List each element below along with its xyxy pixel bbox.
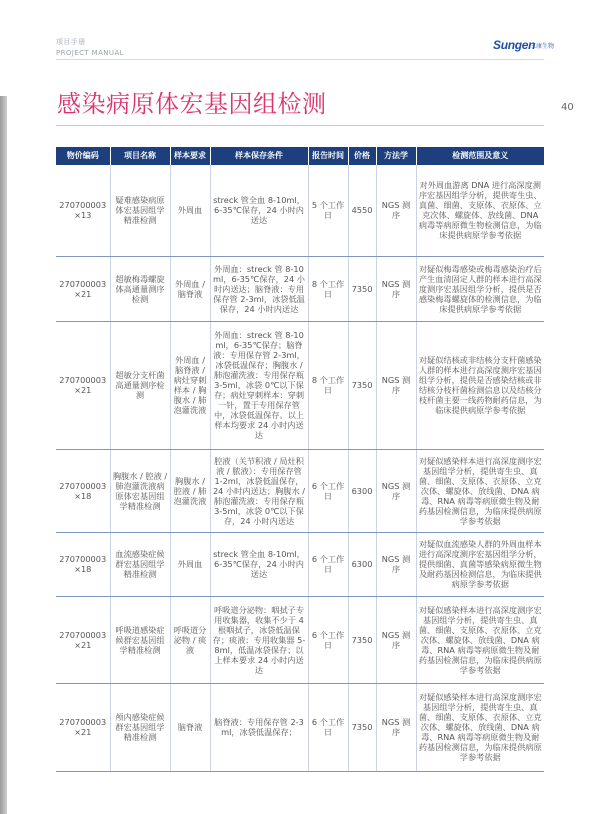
test-catalog-table bbox=[56, 147, 544, 772]
table-row bbox=[56, 596, 544, 683]
col-header-report-time: 报告时间 bbox=[308, 147, 348, 165]
cell-code: 270700003 ×18 bbox=[56, 532, 110, 596]
cell-scope: 对疑似梅毒感染或梅毒感染治疗后产生血清固定人群的样本进行高深度测序宏基因组学分析，提供是否感染梅毒螺旋体的检测信息，为临床提供病原学参考依据 bbox=[416, 256, 544, 321]
col-header-method: 方法学 bbox=[376, 147, 416, 165]
cell-code: 270700003 ×18 bbox=[56, 449, 110, 532]
running-header bbox=[56, 37, 124, 59]
cell-storage: 外周血：streck 管 8-10ml，6-35℃保存，24 小时内送达；脑脊液：专用保存管 2-3ml，冰袋低温保存，24 小时内送达 bbox=[210, 256, 308, 321]
cell-price: 7350 bbox=[348, 256, 376, 321]
cell-price: 4550 bbox=[348, 165, 376, 256]
cell-storage: 外周血：streck 管 8-10ml，6-35℃保存；脑脊液：专用保存管 2-3ml，冰袋低温保存；胸腹水 / 肺泡灌洗液：专用保存瓶 3-5ml，冰袋 0℃以下保存；病灶穿刺样本：穿刺一针，置于专用保存管中，冰袋低温保存。以上样本均要求 24 小时内送达 bbox=[210, 321, 308, 449]
cell-code: 270700003 ×21 bbox=[56, 256, 110, 321]
cell-method: NGS 测序 bbox=[376, 321, 416, 449]
cell-storage: 呼吸道分泌物：咽拭子专用收集器，收集不少于 4 根咽拭子，冰袋低温保存；痰液：专用收集器 5-8ml，低温冰袋保存；以上样本要求 24 小时内送达 bbox=[210, 596, 308, 683]
cell-sample: 外周血 / 脑脊液 bbox=[170, 256, 210, 321]
table-row bbox=[56, 256, 544, 321]
page-title: 感染病原体宏基因组检测 bbox=[57, 90, 327, 118]
cell-scope: 对疑似感染样本进行高深度测序宏基因组学分析，提供寄生虫、真菌、细菌、支原体、衣原体、立克次体、螺旋体、放线菌、DNA 病毒、RNA 病毒等病原微生物及耐药基因检测信息，为临床提供病原学参考依据 bbox=[416, 449, 544, 532]
cell-name: 超敏分支杆菌高通量测序检测 bbox=[110, 321, 170, 449]
cell-method: NGS 测序 bbox=[376, 165, 416, 256]
cell-code: 270700003 ×13 bbox=[56, 165, 110, 256]
cell-name: 呼吸道感染症候群宏基因组学精准检测 bbox=[110, 596, 170, 683]
table-header-row bbox=[56, 147, 544, 165]
col-header-code: 物价编码 bbox=[56, 147, 110, 165]
cell-report-time: 8 个工作日 bbox=[308, 256, 348, 321]
cell-storage: streck 管全血 8-10ml，6-35℃保存，24 小时内送达 bbox=[210, 532, 308, 596]
page-number: 40 bbox=[561, 102, 574, 113]
cell-price: 6300 bbox=[348, 449, 376, 532]
cell-name: 颅内感染症候群宏基因组学精准检测 bbox=[110, 683, 170, 771]
cell-method: NGS 测序 bbox=[376, 256, 416, 321]
logo-cn-text: 三康生物 bbox=[530, 43, 555, 50]
cell-report-time: 6 个工作日 bbox=[308, 449, 348, 532]
cell-method: NGS 测序 bbox=[376, 596, 416, 683]
cell-name: 血流感染症候群宏基因组学精准检测 bbox=[110, 532, 170, 596]
col-header-name: 项目名称 bbox=[110, 147, 170, 165]
col-header-sample: 样本要求 bbox=[170, 147, 210, 165]
cell-report-time: 8 个工作日 bbox=[308, 321, 348, 449]
cell-scope: 对疑似感染样本进行高深度测序宏基因组学分析，提供寄生虫、真菌、细菌、支原体、衣原体、立克次体、螺旋体、放线菌、DNA 病毒、RNA 病毒等病原微生物及耐药基因检测信息，为临床提供病原学参考依据 bbox=[416, 683, 544, 771]
cell-storage: 腔液（关节积液 / 局灶积液 / 脓液）：专用保存管 1-2ml，冰袋低温保存，24 小时内送达；胸腹水 / 肺泡灌洗液：专用保存瓶 3-5ml，冰袋 0℃以下保存，24 小时内送达 bbox=[210, 449, 308, 532]
cell-code: 270700003 ×21 bbox=[56, 683, 110, 771]
cell-method: NGS 测序 bbox=[376, 683, 416, 771]
cell-scope: 对疑似血流感染人群的外周血样本进行高深度测序宏基因组学分析，提供细菌、真菌等感染病原微生物及耐药基因检测信息，为临床提供病原学参考依据 bbox=[416, 532, 544, 596]
cell-price: 7350 bbox=[348, 596, 376, 683]
cell-sample: 脑脊液 bbox=[170, 683, 210, 771]
col-header-scope: 检测范围及意义 bbox=[416, 147, 544, 165]
header-divider bbox=[56, 59, 544, 60]
cell-scope: 对疑似感染样本进行高深度测序宏基因组学分析，提供寄生虫、真菌、细菌、支原体、衣原体、立克次体、螺旋体、放线菌、DNA 病毒、RNA 病毒等病原微生物及耐药基因检测信息，为临床提供病原学参考依据 bbox=[416, 596, 544, 683]
cell-method: NGS 测序 bbox=[376, 449, 416, 532]
cell-scope: 对外周血游离 DNA 进行高深度测序宏基因组学分析，提供寄生虫、真菌、细菌、支原体、衣原体、立克次体、螺旋体、放线菌、DNA 病毒等病原微生物检测信息，为临床提供病原学参考依据 bbox=[416, 165, 544, 256]
logo-wordmark: Sungen bbox=[493, 38, 536, 52]
cell-report-time: 6 个工作日 bbox=[308, 683, 348, 771]
cell-storage: 脑脊液：专用保存管 2-3ml，冰袋低温保存； bbox=[210, 683, 308, 771]
cell-report-time: 6 个工作日 bbox=[308, 596, 348, 683]
cell-name: 胸腹水 / 腔液 / 肺泡灌洗液病原体宏基因组学精准检测 bbox=[110, 449, 170, 532]
table-row bbox=[56, 449, 544, 532]
table-row bbox=[56, 321, 544, 449]
cell-sample: 外周血 / 脑脊液 / 病灶穿刺样本 / 胸腹水 / 肺泡灌洗液 bbox=[170, 321, 210, 449]
table-row bbox=[56, 683, 544, 771]
col-header-price: 价格 bbox=[348, 147, 376, 165]
col-header-storage: 样本保存条件 bbox=[210, 147, 308, 165]
cell-sample: 外周血 bbox=[170, 532, 210, 596]
cell-storage: streck 管全血 8-10ml，6-35℃保存，24 小时内送达 bbox=[210, 165, 308, 256]
table-row bbox=[56, 165, 544, 256]
cell-price: 7350 bbox=[348, 321, 376, 449]
cell-report-time: 6 个工作日 bbox=[308, 532, 348, 596]
cell-sample: 胸腹水 / 腔液 / 肺泡灌洗液 bbox=[170, 449, 210, 532]
cell-name: 超敏梅毒螺旋体高通量测序检测 bbox=[110, 256, 170, 321]
cell-price: 6300 bbox=[348, 532, 376, 596]
cell-name: 疑难感染病原体宏基因组学精准检测 bbox=[110, 165, 170, 256]
header-line-cn: 项目手册 bbox=[56, 38, 86, 46]
company-logo bbox=[493, 36, 555, 56]
page-edge-bar bbox=[0, 96, 7, 814]
cell-code: 270700003 ×21 bbox=[56, 321, 110, 449]
cell-sample: 外周血 bbox=[170, 165, 210, 256]
header-line-en: PROJECT MANUAL bbox=[56, 49, 124, 57]
table-row bbox=[56, 532, 544, 596]
cell-method: NGS 测序 bbox=[376, 532, 416, 596]
cell-report-time: 5 个工作日 bbox=[308, 165, 348, 256]
cell-code: 270700003 ×21 bbox=[56, 596, 110, 683]
title-divider bbox=[56, 125, 544, 126]
cell-scope: 对疑似结核或非结核分支杆菌感染人群的样本进行高深度测序宏基因组学分析，提供是否感染结核或非结核分枝杆菌检测信息以及结核分枝杆菌主要一线药物耐药信息，为临床提供病原学参考依据 bbox=[416, 321, 544, 449]
cell-price: 7350 bbox=[348, 683, 376, 771]
cell-sample: 呼吸道分泌物 / 痰液 bbox=[170, 596, 210, 683]
